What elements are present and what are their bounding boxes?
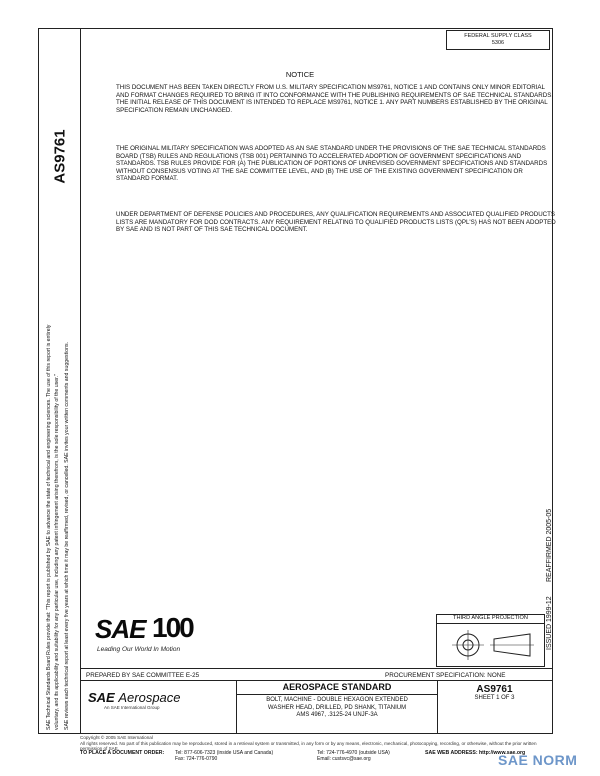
- fsc-label: FEDERAL SUPPLY CLASS: [464, 33, 532, 39]
- copyright-line: Copyright © 2005 SAE International: [80, 735, 153, 740]
- rights-line: All rights reserved. No part of this publication may be reproduced, stored in a retrieval system or transmitted, in any form or by any means, electronic, mechanical, photocopying, recording, or otherwise, without the prior written permission of SAE.: [80, 740, 537, 752]
- notice-title: NOTICE: [285, 70, 315, 79]
- notice-paragraph-1: THIS DOCUMENT HAS BEEN TAKEN DIRECTLY FROM U.S. MILITARY SPECIFICATION MS9761, NOTICE 1 AND CONTAINS ONLY MINOR EDITORIAL AND FORMAT CHANGES REQUIRED TO BRING IT INTO CONFORMANCE WITH THE PUBLISHING REQUIREMENTS OF SAE TECHNICAL STANDARDS. THE INITIAL RELEASE OF THIS DOCUMENT IS INTENDED TO REPLACE MS9761, NOTICE 1. ANY PART NUMBERS ESTABLISHED BY THE ORIGINAL SPECIFICATION REMAIN UNCHANGED.: [116, 84, 554, 114]
- notice-paragraph-2: THE ORIGINAL MILITARY SPECIFICATION WAS ADOPTED AS AN SAE STANDARD UNDER THE PROVISIONS OF THE SAE TECHNICAL STANDARDS BOARD (TSB) RULES AND REGULATIONS (TSB 001) PERTAINING TO ACCELERATED ADOPTION OF GOVERNMENT SPECIFICATIONS AND STANDARDS. TSB RULES PROVIDE FOR (A) THE PUBLICATION OF PORTIONS OF UNREVISED GOVERNMENT SPECIFICATIONS AND STANDARDS WITHOUT CONSENSUS VOTING AT THE SAE COMMITTEE LEVEL, AND (B) THE USE OF THE EXISTING GOVERNMENT SPECIFICATION OR STANDARD FORMAT.: [116, 145, 548, 183]
- email-address[interactable]: Email: custsvc@sae.org: [317, 756, 371, 762]
- document-number: AS9761: [476, 684, 513, 695]
- titleblock-mid-rule: [80, 680, 553, 681]
- document-number-box: [437, 684, 552, 701]
- description-line-2: WASHER HEAD, DRILLED, PD SHANK, TITANIUM: [267, 704, 407, 711]
- brand-sae: SAE: [88, 690, 115, 705]
- sheet-number: SHEET 1 OF 3: [474, 695, 515, 701]
- titleblock-top-rule: [80, 668, 553, 669]
- issued-date: ISSUED 1999-12: [546, 596, 553, 650]
- order-label: TO PLACE A DOCUMENT ORDER:: [80, 750, 165, 756]
- fax-number: Fax: 724-776-0790: [175, 756, 218, 762]
- description-line-3: AMS 4967, .3125-24 UNJF-3A: [296, 712, 378, 718]
- logo-tagline: Leading Our World In Motion: [97, 646, 181, 653]
- left-margin-rule: [80, 28, 81, 734]
- prepared-by: PREPARED BY SAE COMMITTEE E-25: [86, 672, 200, 679]
- third-angle-projection-label: THIRD ANGLE PROJECTION: [453, 615, 528, 621]
- web-address-link[interactable]: SAE WEB ADDRESS: http://www.sae.org: [425, 750, 526, 756]
- fsc-code: 5306: [491, 40, 505, 46]
- title-underline: [237, 694, 437, 695]
- standard-description: [237, 697, 437, 720]
- side-document-number: AS9761: [51, 129, 69, 184]
- sae-review-text: SAE reviews each technical report at least every five years at which time it may be reaffirmed, revised, or cancelled. SAE invites your written comments and suggestions.: [64, 342, 70, 730]
- projection-divider: [436, 623, 545, 624]
- brand-aerospace: Aerospace: [118, 690, 181, 705]
- notice-paragraph-3: UNDER DEPARTMENT OF DEFENSE POLICIES AND PROCEDURES, ANY QUALIFICATION REQUIREMENTS AND ASSOCIATED QUALIFIED PRODUCTS LISTS ARE MANDATORY FOR DOD CONTRACTS. ANY REQUIREMENT RELATING TO QUALIFIED PRODUCTS LISTS (QPL'S) HAS NOT BEEN ADOPTED BY SAE AND IS NOT PART OF THIS SAE TECHNICAL DOCUMENT.: [116, 211, 556, 234]
- federal-supply-class-box: [446, 30, 550, 50]
- order-contacts-intl: [317, 750, 390, 762]
- tel-inside-usa: Tel: 877-606-7323 (inside USA and Canada): [175, 750, 274, 756]
- sae-aerospace-brand: [88, 690, 181, 705]
- reaffirmed-date: REAFFIRMED 2005-05: [546, 508, 553, 582]
- tel-outside-usa: Tel: 724-776-4970 (outside USA): [317, 750, 390, 756]
- projection-symbol-icon: [446, 627, 538, 663]
- sae-rules-text-line1: SAE Technical Standards Board Rules provide that: "This report is published by SAE to advance the state of technical and engineering sciences. The use of this report is entirely: [46, 324, 52, 730]
- brand-subtitle: An SAE International Group: [104, 705, 160, 710]
- procurement-spec: PROCUREMENT SPECIFICATION: NONE: [385, 672, 506, 679]
- order-contacts-usa: [175, 750, 273, 762]
- sae-rules-text-line2: voluntary, and its applicability and suitability for any particular use, including any patent infringement arising therefrom, is the sole responsibility of the user.": [54, 374, 60, 730]
- watermark-logo: SAE NORM: [498, 752, 578, 768]
- sae-100-logo: 100: [152, 612, 193, 643]
- sae-logo: SAE: [95, 614, 146, 644]
- description-line-1: BOLT, MACHINE - DOUBLE HEXAGON EXTENDED: [266, 697, 408, 703]
- standard-title: AEROSPACE STANDARD: [282, 682, 392, 692]
